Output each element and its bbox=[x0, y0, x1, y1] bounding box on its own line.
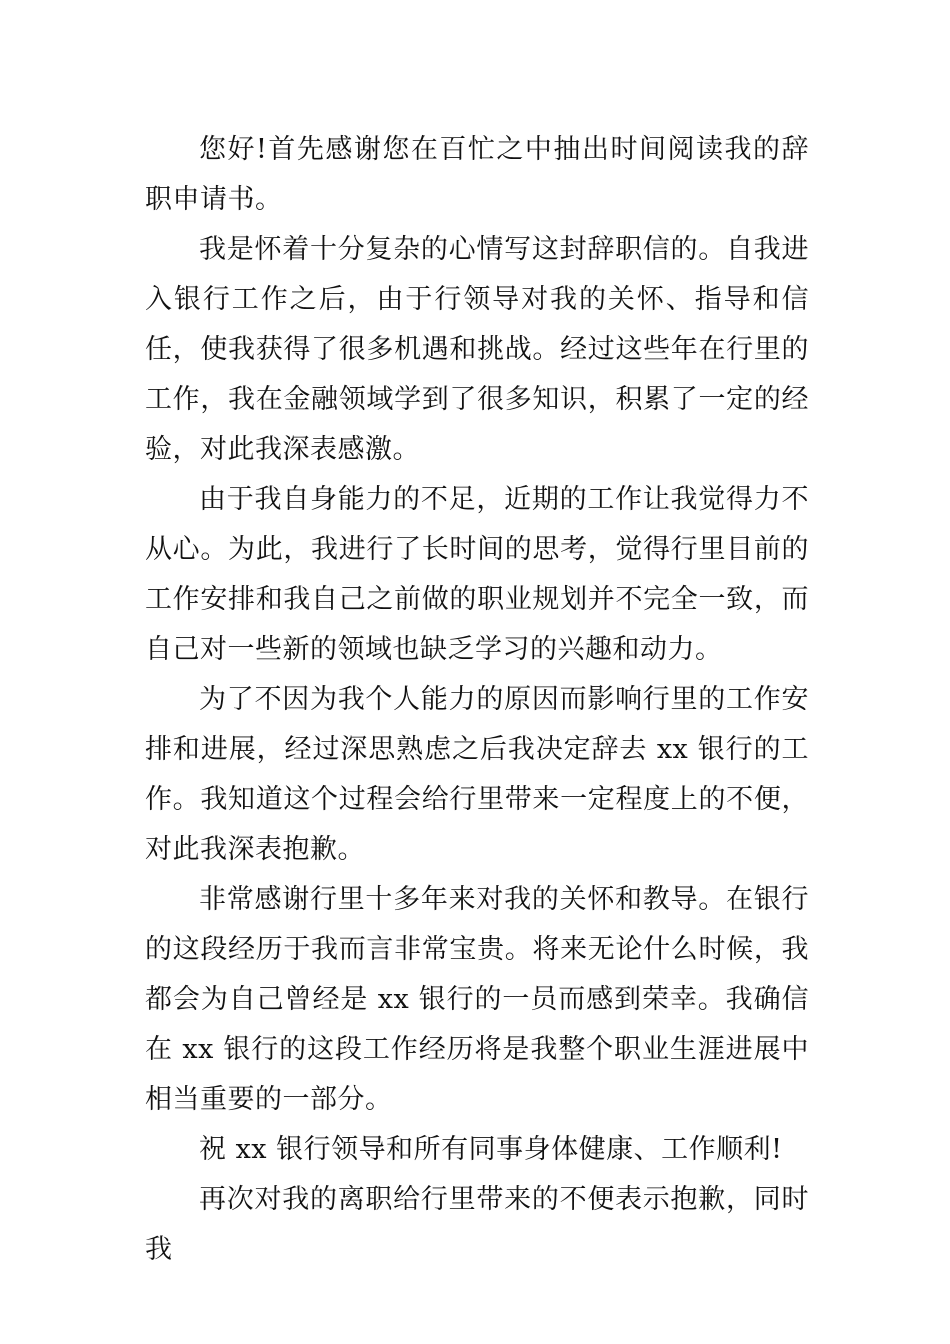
letter-body bbox=[145, 125, 809, 1275]
paragraph-thanks: 非常感谢行里十多年来对我的关怀和教导。在银行的这段经历于我而言非常宝贵。将来无论什么时候，我都会为自己曾经是 xx 银行的一员而感到荣幸。我确信在 xx 银行的这段工作经历将是我整个职业生涯进展中相当重要的一部分。 bbox=[145, 884, 809, 1115]
paragraph-decision: 为了不因为我个人能力的原因而影响行里的工作安排和进展，经过深思熟虑之后我决定辞去 xx 银行的工作。我知道这个过程会给行里带来一定程度上的不便，对此我深表抱歉。 bbox=[145, 684, 809, 865]
paragraph-reason: 由于我自身能力的不足，近期的工作让我觉得力不从心。为此，我进行了长时间的思考，觉得行里目前的工作安排和我自己之前做的职业规划并不完全一致，而自己对一些新的领域也缺乏学习的兴趣和动力。 bbox=[145, 484, 809, 665]
paragraph-wishes: 祝 xx 银行领导和所有同事身体健康、工作顺利! bbox=[199, 1134, 783, 1165]
paragraph-gratitude: 我是怀着十分复杂的心情写这封辞职信的。自我进入银行工作之后，由于行领导对我的关怀、指导和信任，使我获得了很多机遇和挑战。经过这些年在行里的工作，我在金融领域学到了很多知识，积累了一定的经验，对此我深表感激。 bbox=[145, 234, 809, 465]
paragraph-greeting: 您好!首先感谢您在百忙之中抽出时间阅读我的辞职申请书。 bbox=[145, 134, 809, 215]
paragraph-apology: 再次对我的离职给行里带来的不便表示抱歉，同时我 bbox=[145, 1184, 809, 1265]
